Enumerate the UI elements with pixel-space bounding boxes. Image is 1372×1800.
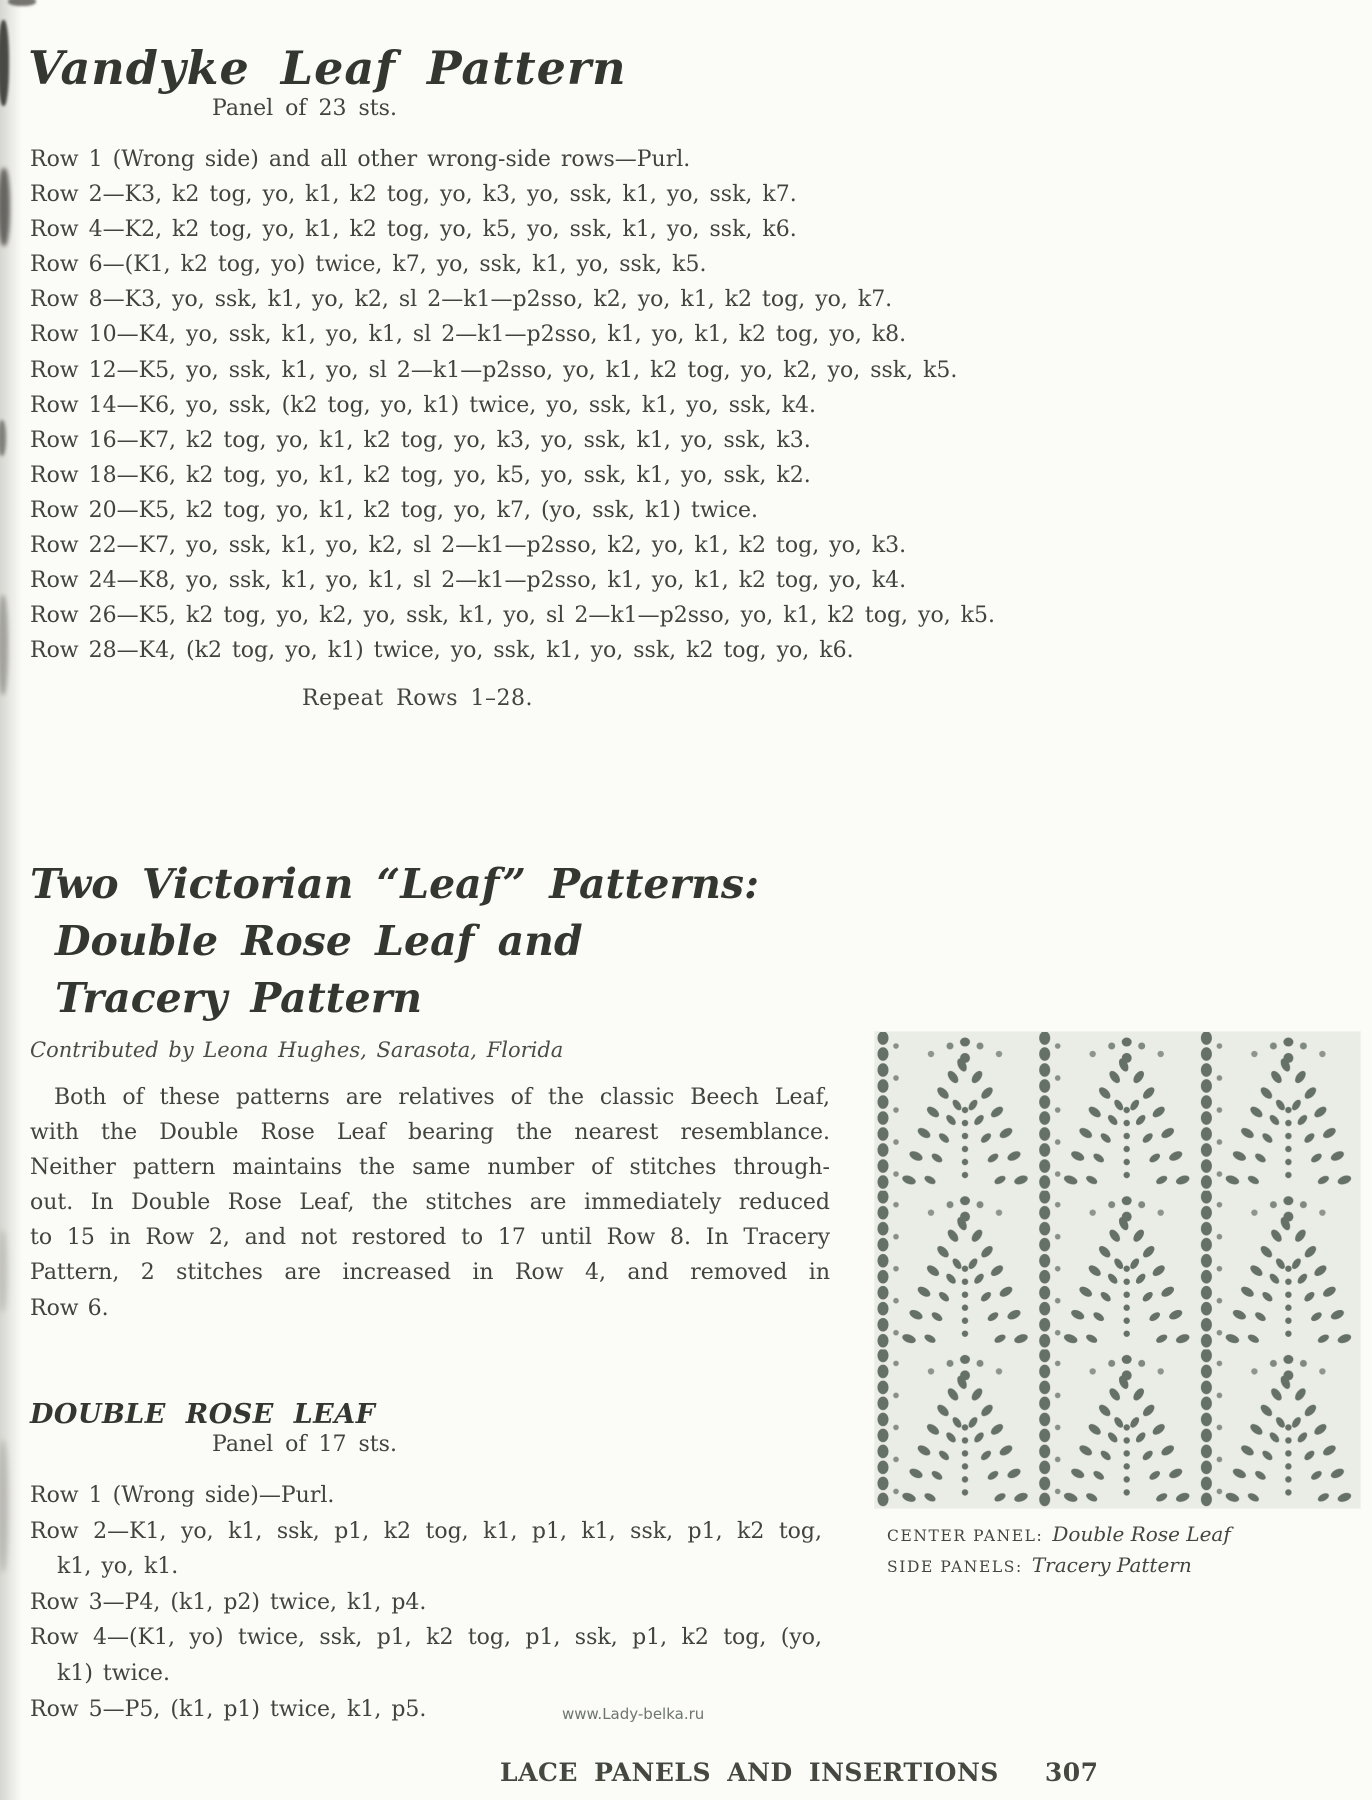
intro-line: out. In Double Rose Leaf, the stitches are immediately reduced [30, 1190, 830, 1216]
vandyke-panel-note: Panel of 23 sts. [212, 96, 397, 121]
pattern-row: Row 28—K4, (k2 tog, yo, k1) twice, yo, ssk, k1, yo, ssk, k2 tog, yo, k6. [30, 638, 854, 664]
vandyke-instructions [30, 142, 995, 668]
pattern-row: Row 2—K1, yo, k1, ssk, p1, k2 tog, k1, p1, k1, ssk, p1, k2 tog, [30, 1518, 822, 1544]
pattern-row-continuation: k1, yo, k1. [57, 1554, 179, 1580]
pattern-row: Row 22—K7, yo, ssk, k1, yo, k2, sl 2—k1—p2sso, k2, yo, k1, k2 tog, yo, k3. [30, 533, 907, 559]
pattern-row: Row 4—K2, k2 tog, yo, k1, k2 tog, yo, k5, yo, ssk, k1, yo, ssk, k6. [30, 217, 797, 243]
double-rose-instructions [30, 1478, 822, 1727]
intro-line: with the Double Rose Leaf bearing the nearest resemblance. [30, 1120, 830, 1146]
scan-artifact [0, 1440, 8, 1572]
pattern-row: Row 20—K5, k2 tog, yo, k1, k2 tog, yo, k7, (yo, ssk, k1) twice. [30, 497, 759, 523]
intro-line: Neither pattern maintains the same number of stitches through- [30, 1155, 830, 1181]
pattern-row: Row 2—K3, k2 tog, yo, k1, k2 tog, yo, k3, yo, ssk, k1, yo, ssk, k7. [30, 182, 797, 208]
scan-artifact [0, 20, 9, 106]
intro-line: Pattern, 2 stitches are increased in Row 4, and removed in [30, 1260, 830, 1286]
pattern-row: Row 8—K3, yo, ssk, k1, yo, k2, sl 2—k1—p2sso, k2, yo, k1, k2 tog, yo, k7. [30, 287, 893, 313]
caption-line [887, 1551, 1231, 1582]
victorian-title [30, 856, 759, 1027]
knitted-lace-photo [875, 1032, 1360, 1508]
pattern-row-continuation: k1) twice. [57, 1660, 170, 1686]
pattern-row: Row 1 (Wrong side) and all other wrong-side rows—Purl. [30, 147, 691, 172]
pattern-row: Row 10—K4, yo, ssk, k1, yo, k1, sl 2—k1—p2sso, k1, yo, k1, k2 tog, yo, k8. [30, 322, 907, 348]
caption-value: Tracery Pattern [1031, 1553, 1192, 1577]
pattern-row: Row 3—P4, (k1, p2) twice, k1, p4. [30, 1589, 427, 1615]
caption-value: Double Rose Leaf [1052, 1522, 1231, 1546]
footer-section-title: LACE PANELS AND INSERTIONS [500, 1758, 999, 1787]
vandyke-repeat-note: Repeat Rows 1–28. [302, 686, 534, 711]
pattern-row: Row 4—(K1, yo) twice, ssk, p1, k2 tog, p1, ssk, p1, k2 tog, (yo, [30, 1625, 822, 1651]
intro-paragraph [30, 1080, 830, 1326]
scan-artifact [0, 1230, 7, 1312]
scan-artifact [8, 0, 36, 6]
double-rose-panel-note: Panel of 17 sts. [212, 1432, 397, 1457]
pattern-row: Row 14—K6, yo, ssk, (k2 tog, yo, k1) twice, yo, ssk, k1, yo, ssk, k4. [30, 392, 817, 418]
intro-line: Both of these patterns are relatives of the classic Beech Leaf, [54, 1085, 830, 1110]
caption-line [887, 1520, 1231, 1551]
lace-swatch-image [875, 1032, 1360, 1508]
scan-artifact [0, 168, 10, 246]
double-rose-heading: DOUBLE ROSE LEAF [30, 1399, 376, 1430]
caption-label: SIDE PANELS: [887, 1558, 1023, 1576]
watermark-text: www.Lady-belka.ru [562, 1705, 705, 1723]
page-footer [500, 1758, 1099, 1787]
photo-caption [887, 1520, 1231, 1582]
caption-label: CENTER PANEL: [887, 1527, 1044, 1545]
victorian-title-line: Double Rose Leaf and [55, 917, 583, 966]
pattern-row: Row 6—(K1, k2 tog, yo) twice, k7, yo, ssk, k1, yo, ssk, k5. [30, 252, 707, 278]
contributor-line: Contributed by Leona Hughes, Sarasota, Florida [30, 1038, 564, 1062]
pattern-row: Row 18—K6, k2 tog, yo, k1, k2 tog, yo, k5, yo, ssk, k1, yo, ssk, k2. [30, 462, 811, 488]
scan-artifact [0, 595, 8, 695]
pattern-row: Row 26—K5, k2 tog, yo, k2, yo, ssk, k1, yo, sl 2—k1—p2sso, yo, k1, k2 tog, yo, k5. [30, 603, 995, 629]
intro-line: to 15 in Row 2, and not restored to 17 until Row 8. In Tracery [30, 1225, 830, 1251]
intro-line: Row 6. [30, 1295, 109, 1321]
victorian-title-line: Tracery Pattern [55, 974, 423, 1023]
pattern-row: Row 5—P5, (k1, p1) twice, k1, p5. [30, 1696, 427, 1722]
victorian-title-line: Two Victorian “Leaf” Patterns: [30, 860, 760, 909]
pattern-row: Row 16—K7, k2 tog, yo, k1, k2 tog, yo, k3, yo, ssk, k1, yo, ssk, k3. [30, 427, 811, 453]
page-number: 307 [1044, 1758, 1099, 1787]
vandyke-title: Vandyke Leaf Pattern [28, 40, 627, 95]
pattern-row: Row 12—K5, yo, ssk, k1, yo, sl 2—k1—p2sso, yo, k1, k2 tog, yo, k2, yo, ssk, k5. [30, 357, 958, 383]
pattern-row: Row 24—K8, yo, ssk, k1, yo, k1, sl 2—k1—p2sso, k1, yo, k1, k2 tog, yo, k4. [30, 568, 907, 594]
pattern-row: Row 1 (Wrong side)—Purl. [30, 1483, 335, 1508]
